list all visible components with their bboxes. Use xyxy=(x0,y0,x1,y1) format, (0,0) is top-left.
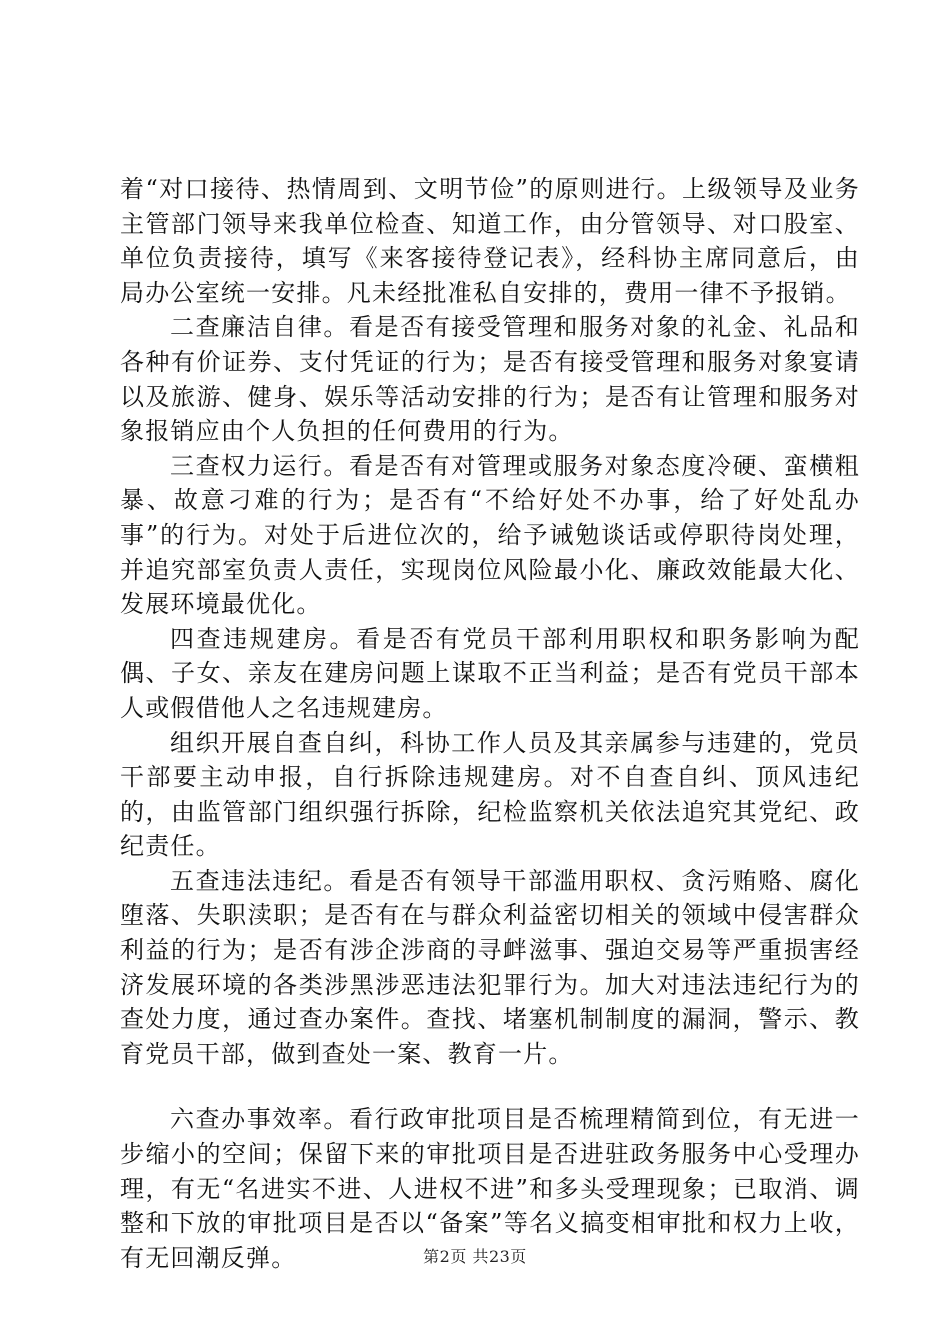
paragraph-discipline-check: 五查违法违纪。看是否有领导干部滥用职权、贪污贿赂、腐化堕落、失职渎职；是否有在与群众利益密切相关的领域中侵害群众利益的行为；是否有涉企涉商的寻衅滋事、强迫交易等严重损害经济发展环境的各类涉黑涉恶违法犯罪行为。加大对违法违纪行为的查处力度，通过查办案件。查找、堵塞机制制度的漏洞，警示、教育党员干部，做到查处一案、教育一片。 xyxy=(120,866,860,1068)
page-number-footer: 第2页 共23页 xyxy=(423,1247,527,1266)
paragraph-illegal-building-check: 四查违规建房。看是否有党员干部利用职权和职务影响为配偶、子女、亲友在建房问题上谋取不正当利益；是否有党员干部本人或假借他人之名违规建房。 xyxy=(120,624,860,722)
paragraph-self-inspection: 组织开展自查自纠，科协工作人员及其亲属参与违建的，党员干部要主动申报，自行拆除违规建房。对不自查自纠、顶风违纪的，由监管部门组织强行拆除，纪检监察机关依法追究其党纪、政纪责任。 xyxy=(120,728,860,861)
document-body xyxy=(120,172,860,1275)
paragraph-integrity-check: 二查廉洁自律。看是否有接受管理和服务对象的礼金、礼品和各种有价证券、支付凭证的行为；是否有接受管理和服务对象宴请以及旅游、健身、娱乐等活动安排的行为；是否有让管理和服务对象报销应由个人负担的任何费用的行为。 xyxy=(120,313,860,446)
paragraph-efficiency-check: 六查办事效率。看行政审批项目是否梳理精简到位，有无进一步缩小的空间；保留下来的审批项目是否进驻政务服务中心受理办理，有无“名进实不进、人进权不进”和多头受理现象；已取消、调整和下放的审批项目是否以“备案”等名义搞变相审批和权力上收，有无回潮反弹。 xyxy=(120,1105,860,1272)
paragraph-power-check: 三查权力运行。看是否有对管理或服务对象态度冷硬、蛮横粗暴、故意刁难的行为；是否有“不给好处不办事，给了好处乱办事”的行为。对处于后进位次的，给予诫勉谈话或停职待岗处理，并追究部室负责人责任，实现岗位风险最小化、廉政效能最大化、发展环境最优化。 xyxy=(120,451,860,619)
paragraph-reception-rules: 着“对口接待、热情周到、文明节俭”的原则进行。上级领导及业务主管部门领导来我单位检查、知道工作，由分管领导、对口股室、单位负责接待，填写《来客接待登记表》，经科协主席同意后，由局办公室统一安排。凡未经批准私自安排的，费用一律不予报销。 xyxy=(120,175,860,307)
